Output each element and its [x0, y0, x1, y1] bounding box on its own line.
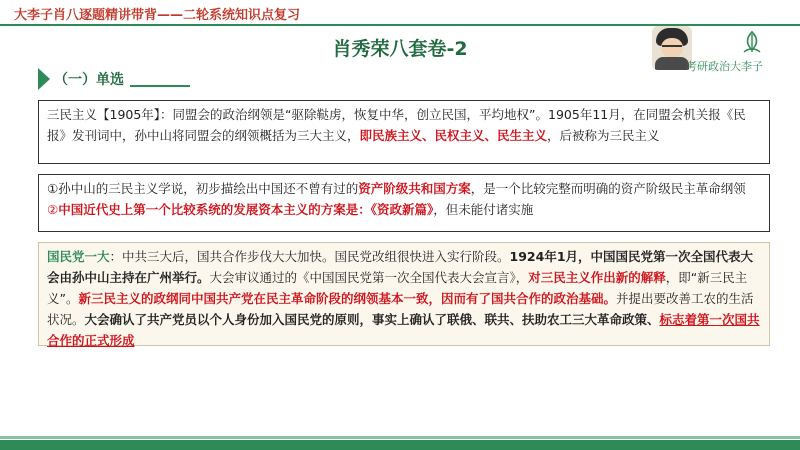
- box1-highlight: 即民族主义、民权主义、民生主义: [359, 128, 548, 143]
- box2-line1: [47, 178, 761, 199]
- box3-highlight-2: 新三民主义的政纲同中国共产党在民主革命阶段的纲领基本一致，因而有了国共合作的政治基础。: [78, 291, 616, 306]
- leaf-logo-icon: [740, 30, 764, 54]
- concept-box-kmt-congress: [38, 242, 770, 346]
- box2-line2-highlight: 中国近代史上第一个比较系统的发展资本主义的方案是：《资政新篇》: [58, 202, 434, 217]
- page-title: 肖秀荣八套卷-2: [332, 38, 468, 60]
- concept-box-republic: [38, 174, 770, 232]
- box2-line2-marker: ②: [47, 202, 59, 217]
- brand-text: 考研政治大李子: [686, 60, 763, 73]
- box3-highlight-3: 标志着第一次国共合作的正式形成: [47, 312, 760, 348]
- box3-text-7: 并提出要改善工农的生活状况。: [47, 291, 754, 327]
- box1-tail: ，后被称为三民主义: [547, 128, 660, 143]
- footer-band: [0, 440, 800, 450]
- box3-text-8: 大会确认了共产党员以个人身份加入国民党的原则，事实上确认了联俄、联共、扶助农工三大革命政策、: [84, 312, 660, 327]
- section-label: （一）单选: [54, 72, 124, 88]
- section-heading: [38, 68, 190, 90]
- box3-lead: 国民党一大: [47, 249, 110, 264]
- box2-line1-text: ①孙中山的三民主义学说，初步描绘出中国还不曾有过的: [47, 181, 359, 196]
- box3-text-3: 大会审议通过的《中国国民党第一次全国代表大会宣言》，: [209, 270, 529, 285]
- box2-line1-tail: ，是一个比较完整而明确的资产阶级民主革命纲领: [470, 181, 746, 196]
- concept-box-sanmin: [38, 100, 770, 164]
- triangle-icon: [38, 68, 50, 90]
- box2-line1-highlight: 资产阶级共和国方案: [358, 181, 471, 196]
- box3-text-2: 1924年1月，中国国民党第一次全国代表大会由孙中山主持在广州举行。: [47, 249, 754, 285]
- series-title: 大李子肖八逐题精讲带背——二轮系统知识点复习: [14, 8, 301, 23]
- box2-line2: [47, 199, 761, 220]
- box3-text-5: ，即“新三民主义”。: [47, 270, 748, 306]
- box2-line2-tail: ，但未能付诸实施: [433, 202, 534, 217]
- box3-highlight-1: 对三民主义作出新的解释: [528, 270, 666, 285]
- box3-text-1: ：中共三大后，国共合作步伐大大加快。国民党改组很快进入实行阶段。: [109, 249, 510, 264]
- box1-text: 三民主义【1905年】：同盟会的政治纲领是“驱除鞑虏，恢复中华，创立民国，平均地权”。1905年11月，在同盟会机关报《民报》发刊词中，孙中山将同盟会的纲领概括为三大主义，: [47, 107, 746, 143]
- section-underline: [130, 85, 190, 87]
